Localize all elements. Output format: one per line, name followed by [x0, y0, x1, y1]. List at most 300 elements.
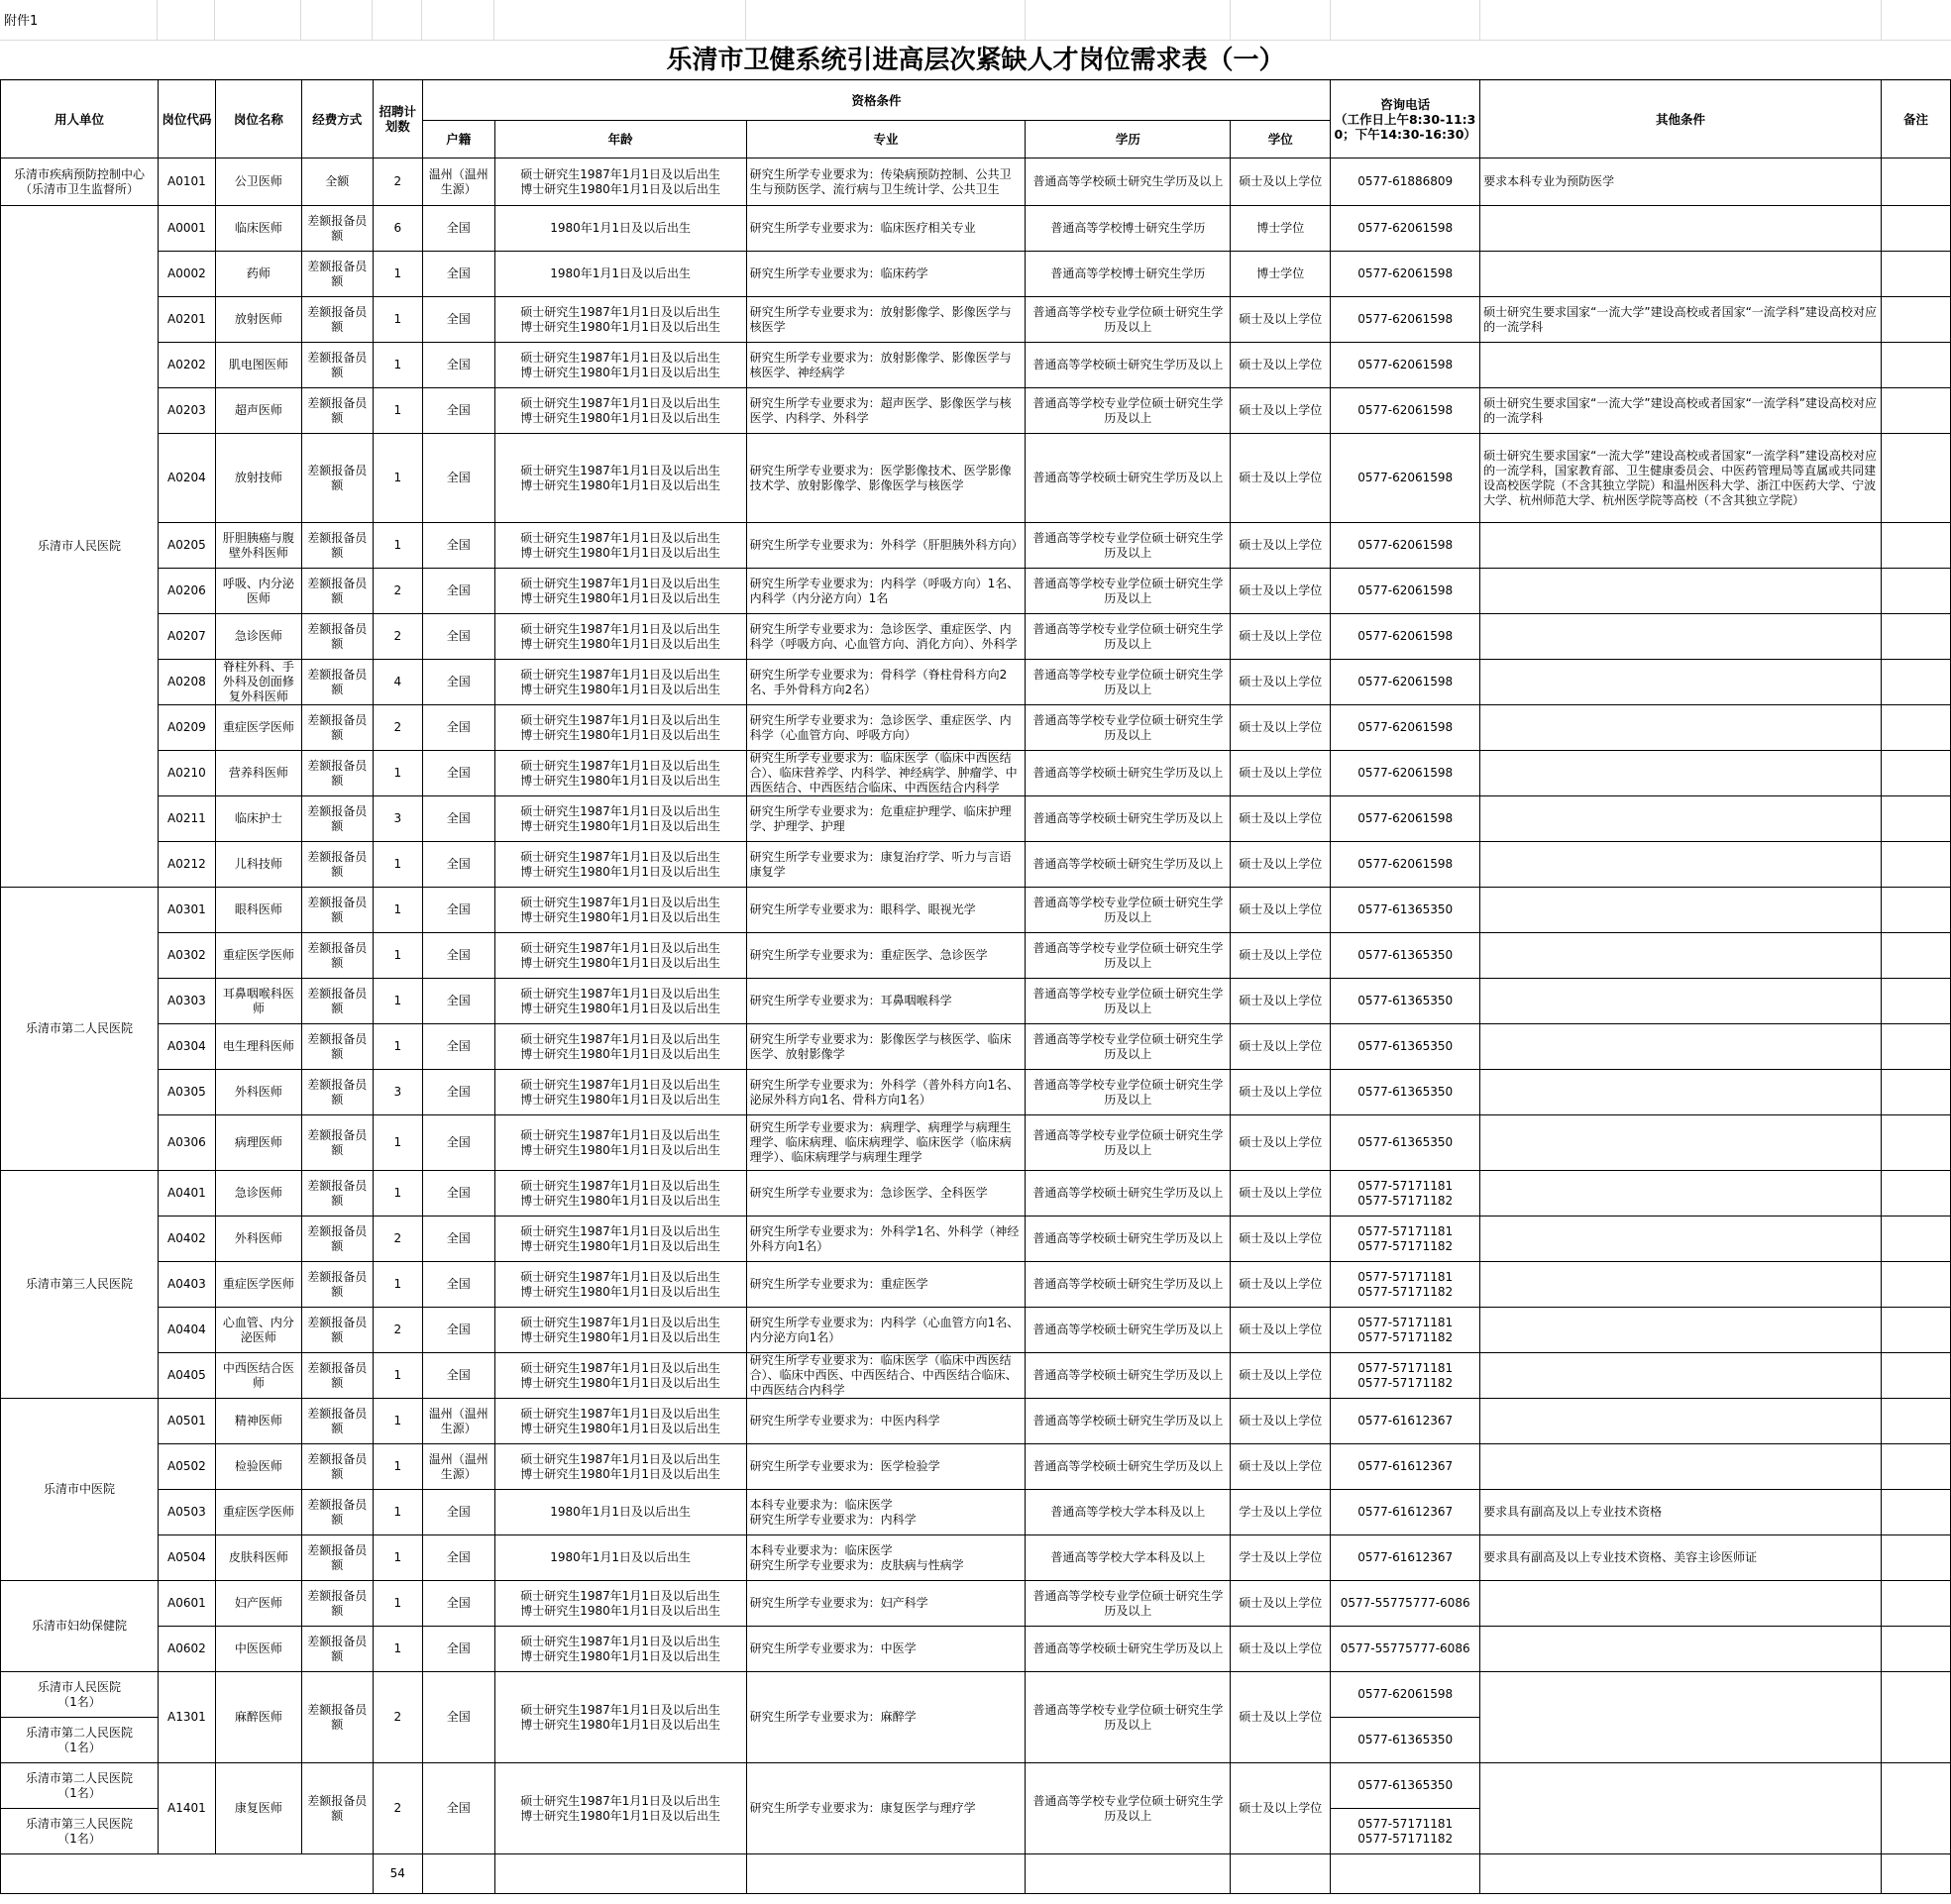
phone-cell: 0577-61886809: [1331, 159, 1480, 206]
remark-cell: [1881, 569, 1950, 614]
table-row: [1, 1353, 1951, 1399]
age-cell: 硕士研究生1987年1月1日及以后出生 博士研究生1980年1月1日及以后出生: [494, 1262, 746, 1308]
remark-cell: [1881, 796, 1950, 842]
education-cell: 普通高等学校专业学位硕士研究生学历及以上: [1026, 569, 1231, 614]
age-cell: 硕士研究生1987年1月1日及以后出生 博士研究生1980年1月1日及以后出生: [494, 297, 746, 343]
quota-cell: 1: [373, 343, 422, 388]
age-cell: 硕士研究生1987年1月1日及以后出生 博士研究生1980年1月1日及以后出生: [494, 1216, 746, 1262]
remark-cell: [1881, 206, 1950, 252]
position-name-cell: 中医医师: [215, 1627, 301, 1672]
funding-cell: 差额报备员额: [301, 705, 373, 751]
major-cell: 研究生所学专业要求为：妇产科学: [746, 1581, 1026, 1627]
employer-cell: 乐清市人民医院 （1名）: [1, 1672, 159, 1718]
remark-cell: [1881, 434, 1950, 523]
other-conditions-cell: [1480, 1353, 1882, 1399]
total-label-cell: [1, 1854, 374, 1894]
table-row: [1, 1115, 1951, 1171]
degree-cell: 硕士及以上学位: [1231, 979, 1331, 1024]
age-cell: 硕士研究生1987年1月1日及以后出生 博士研究生1980年1月1日及以后出生: [494, 1399, 746, 1444]
degree-cell: 硕士及以上学位: [1231, 1353, 1331, 1399]
age-cell: 硕士研究生1987年1月1日及以后出生 博士研究生1980年1月1日及以后出生: [494, 1353, 746, 1399]
header-phone: 咨询电话 （工作日上午8:30-11:30；下午14:30-16:30）: [1331, 80, 1480, 159]
hukou-cell: 全国: [422, 751, 494, 796]
remark-cell: [1881, 1262, 1950, 1308]
phone-cell: 0577-61365350: [1331, 1024, 1480, 1070]
position-name-cell: 药师: [215, 252, 301, 297]
table-row: [1, 1070, 1951, 1115]
position-code-cell: A0503: [158, 1490, 215, 1535]
table-row: [1, 297, 1951, 343]
remark-cell: [1881, 1490, 1950, 1535]
degree-cell: 硕士及以上学位: [1231, 159, 1331, 206]
quota-cell: 1: [373, 1535, 422, 1581]
table-row: [1, 1535, 1951, 1581]
employer-cell: 乐清市第二人民医院 （1名）: [1, 1718, 159, 1763]
age-cell: 硕士研究生1987年1月1日及以后出生 博士研究生1980年1月1日及以后出生: [494, 343, 746, 388]
positions-table-body: [1, 159, 1951, 1894]
hukou-cell: 全国: [422, 979, 494, 1024]
hukou-cell: 温州（温州生源）: [422, 159, 494, 206]
table-row: [1, 751, 1951, 796]
empty-cell: [1231, 1854, 1331, 1894]
position-name-cell: 放射技师: [215, 434, 301, 523]
education-cell: 普通高等学校专业学位硕士研究生学历及以上: [1026, 1763, 1231, 1854]
funding-cell: 差额报备员额: [301, 1070, 373, 1115]
major-cell: 研究生所学专业要求为：临床医学（临床中西医结合）、临床中西医、中西医结合、中西医结合临床、中西医结合内科学: [746, 1353, 1026, 1399]
hukou-cell: 全国: [422, 842, 494, 888]
major-cell: 研究生所学专业要求为：眼科学、眼视光学: [746, 888, 1026, 933]
degree-cell: 硕士及以上学位: [1231, 1399, 1331, 1444]
age-cell: 硕士研究生1987年1月1日及以后出生 博士研究生1980年1月1日及以后出生: [494, 1171, 746, 1216]
remark-cell: [1881, 1308, 1950, 1353]
remark-cell: [1881, 614, 1950, 660]
table-row: [1, 1216, 1951, 1262]
table-row: [1, 1262, 1951, 1308]
age-cell: 硕士研究生1987年1月1日及以后出生 博士研究生1980年1月1日及以后出生: [494, 979, 746, 1024]
empty-cell: [1026, 1854, 1231, 1894]
phone-cell: 0577-57171181 0577-57171182: [1331, 1216, 1480, 1262]
age-cell: 硕士研究生1987年1月1日及以后出生 博士研究生1980年1月1日及以后出生: [494, 159, 746, 206]
hukou-cell: 全国: [422, 705, 494, 751]
degree-cell: 学士及以上学位: [1231, 1535, 1331, 1581]
header-remark: 备注: [1881, 80, 1950, 159]
remark-cell: [1881, 1627, 1950, 1672]
position-code-cell: A0206: [158, 569, 215, 614]
funding-cell: 差额报备员额: [301, 1535, 373, 1581]
position-code-cell: A1301: [158, 1672, 215, 1763]
position-code-cell: A0207: [158, 614, 215, 660]
position-code-cell: A0402: [158, 1216, 215, 1262]
remark-cell: [1881, 1171, 1950, 1216]
hukou-cell: 全国: [422, 933, 494, 979]
remark-cell: [1881, 1399, 1950, 1444]
table-row: [1, 1308, 1951, 1353]
major-cell: 研究生所学专业要求为：耳鼻咽喉科学: [746, 979, 1026, 1024]
major-cell: 研究生所学专业要求为：中医内科学: [746, 1399, 1026, 1444]
quota-cell: 1: [373, 1627, 422, 1672]
table-row: [1, 796, 1951, 842]
other-conditions-cell: 硕士研究生要求国家“一流大学”建设高校或者国家“一流学科”建设高校对应的一流学科: [1480, 297, 1882, 343]
funding-cell: 差额报备员额: [301, 1171, 373, 1216]
phone-cell: 0577-62061598: [1331, 842, 1480, 888]
major-cell: 研究生所学专业要求为：急诊医学、重症医学、内科学（呼吸方向、心血管方向、消化方向）、外科学: [746, 614, 1026, 660]
position-name-cell: 临床医师: [215, 206, 301, 252]
funding-cell: 差额报备员额: [301, 523, 373, 569]
age-cell: 硕士研究生1987年1月1日及以后出生 博士研究生1980年1月1日及以后出生: [494, 705, 746, 751]
education-cell: 普通高等学校专业学位硕士研究生学历及以上: [1026, 388, 1231, 434]
total-row: [1, 1854, 1951, 1894]
remark-cell: [1881, 297, 1950, 343]
phone-cell: 0577-62061598: [1331, 388, 1480, 434]
header-unit: 用人单位: [1, 80, 159, 159]
age-cell: 硕士研究生1987年1月1日及以后出生 博士研究生1980年1月1日及以后出生: [494, 388, 746, 434]
degree-cell: 硕士及以上学位: [1231, 1024, 1331, 1070]
position-code-cell: A0502: [158, 1444, 215, 1490]
table-row: [1, 1024, 1951, 1070]
remark-cell: [1881, 523, 1950, 569]
position-code-cell: A0303: [158, 979, 215, 1024]
major-cell: 研究生所学专业要求为：病理学、病理学与病理生理学、临床病理、临床病理学、临床医学（临床病理学）、临床病理学与病理生理学: [746, 1115, 1026, 1171]
other-conditions-cell: [1480, 1399, 1882, 1444]
education-cell: 普通高等学校硕士研究生学历及以上: [1026, 1171, 1231, 1216]
position-name-cell: 电生理科医师: [215, 1024, 301, 1070]
degree-cell: 硕士及以上学位: [1231, 1115, 1331, 1171]
phone-cell: 0577-62061598: [1331, 660, 1480, 705]
degree-cell: 硕士及以上学位: [1231, 523, 1331, 569]
position-code-cell: A0002: [158, 252, 215, 297]
age-cell: 硕士研究生1987年1月1日及以后出生 博士研究生1980年1月1日及以后出生: [494, 933, 746, 979]
funding-cell: 差额报备员额: [301, 1115, 373, 1171]
major-cell: 研究生所学专业要求为：急诊医学、重症医学、内科学（心血管方向、呼吸方向）: [746, 705, 1026, 751]
major-cell: 研究生所学专业要求为：外科学1名、外科学（神经外科方向1名）: [746, 1216, 1026, 1262]
total-quota-cell: 54: [373, 1854, 422, 1894]
major-cell: 研究生所学专业要求为：外科学（肝胆胰外科方向）: [746, 523, 1026, 569]
hukou-cell: 全国: [422, 1308, 494, 1353]
major-cell: 研究生所学专业要求为：放射影像学、影像医学与核医学、神经病学: [746, 343, 1026, 388]
education-cell: 普通高等学校专业学位硕士研究生学历及以上: [1026, 1115, 1231, 1171]
quota-cell: 6: [373, 206, 422, 252]
quota-cell: 2: [373, 1308, 422, 1353]
age-cell: 1980年1月1日及以后出生: [494, 252, 746, 297]
position-code-cell: A0501: [158, 1399, 215, 1444]
major-cell: 本科专业要求为：临床医学 研究生所学专业要求为：皮肤病与性病学: [746, 1535, 1026, 1581]
major-cell: 研究生所学专业要求为：重症医学、急诊医学: [746, 933, 1026, 979]
position-name-cell: 检验医师: [215, 1444, 301, 1490]
remark-cell: [1881, 842, 1950, 888]
position-name-cell: 耳鼻咽喉科医师: [215, 979, 301, 1024]
phone-cell: 0577-55775777-6086: [1331, 1581, 1480, 1627]
funding-cell: 差额报备员额: [301, 751, 373, 796]
position-name-cell: 病理医师: [215, 1115, 301, 1171]
position-name-cell: 心血管、内分泌医师: [215, 1308, 301, 1353]
major-cell: 研究生所学专业要求为：临床药学: [746, 252, 1026, 297]
hukou-cell: 全国: [422, 569, 494, 614]
quota-cell: 1: [373, 297, 422, 343]
funding-cell: 差额报备员额: [301, 1216, 373, 1262]
quota-cell: 1: [373, 523, 422, 569]
other-conditions-cell: [1480, 1672, 1882, 1763]
funding-cell: 差额报备员额: [301, 388, 373, 434]
funding-cell: 全额: [301, 159, 373, 206]
quota-cell: 1: [373, 888, 422, 933]
hukou-cell: 全国: [422, 888, 494, 933]
major-cell: 研究生所学专业要求为：中医学: [746, 1627, 1026, 1672]
quota-cell: 1: [373, 1262, 422, 1308]
hukou-cell: 全国: [422, 660, 494, 705]
remark-cell: [1881, 1763, 1950, 1854]
remark-cell: [1881, 1070, 1950, 1115]
education-cell: 普通高等学校专业学位硕士研究生学历及以上: [1026, 705, 1231, 751]
other-conditions-cell: [1480, 1581, 1882, 1627]
education-cell: 普通高等学校博士研究生学历: [1026, 252, 1231, 297]
other-conditions-cell: 要求具有副高及以上专业技术资格、美容主诊医师证: [1480, 1535, 1882, 1581]
header-funding: 经费方式: [301, 80, 373, 159]
position-name-cell: 肝胆胰癌与腹壁外科医师: [215, 523, 301, 569]
hukou-cell: 全国: [422, 1115, 494, 1171]
degree-cell: 硕士及以上学位: [1231, 1581, 1331, 1627]
remark-cell: [1881, 1535, 1950, 1581]
phone-cell: 0577-57171181 0577-57171182: [1331, 1262, 1480, 1308]
funding-cell: 差额报备员额: [301, 1672, 373, 1763]
degree-cell: 硕士及以上学位: [1231, 1444, 1331, 1490]
position-code-cell: A0404: [158, 1308, 215, 1353]
phone-cell: 0577-61365350: [1331, 1763, 1480, 1809]
quota-cell: 1: [373, 388, 422, 434]
employer-cell: 乐清市第三人民医院: [1, 1171, 159, 1399]
funding-cell: 差额报备员额: [301, 343, 373, 388]
funding-cell: 差额报备员额: [301, 1399, 373, 1444]
quota-cell: 2: [373, 1672, 422, 1763]
quota-cell: 1: [373, 1171, 422, 1216]
hukou-cell: 全国: [422, 343, 494, 388]
header-education: 学历: [1026, 121, 1231, 159]
funding-cell: 差额报备员额: [301, 796, 373, 842]
major-cell: 研究生所学专业要求为：影像医学与核医学、临床医学、放射影像学: [746, 1024, 1026, 1070]
major-cell: 研究生所学专业要求为：超声医学、影像医学与核医学、内科学、外科学: [746, 388, 1026, 434]
phone-cell: 0577-57171181 0577-57171182: [1331, 1308, 1480, 1353]
phone-cell: 0577-62061598: [1331, 297, 1480, 343]
remark-cell: [1881, 343, 1950, 388]
quota-cell: 1: [373, 933, 422, 979]
empty-cell: [1331, 1854, 1480, 1894]
other-conditions-cell: [1480, 1627, 1882, 1672]
hukou-cell: 全国: [422, 523, 494, 569]
age-cell: 硕士研究生1987年1月1日及以后出生 博士研究生1980年1月1日及以后出生: [494, 842, 746, 888]
table-row: [1, 1581, 1951, 1627]
funding-cell: 差额报备员额: [301, 1308, 373, 1353]
position-name-cell: 放射医师: [215, 297, 301, 343]
quota-cell: 4: [373, 660, 422, 705]
phone-cell: 0577-61365350: [1331, 888, 1480, 933]
degree-cell: 硕士及以上学位: [1231, 1308, 1331, 1353]
hukou-cell: 全国: [422, 796, 494, 842]
position-name-cell: 皮肤科医师: [215, 1535, 301, 1581]
other-conditions-cell: [1480, 751, 1882, 796]
employer-cell: 乐清市人民医院: [1, 206, 159, 888]
other-conditions-cell: [1480, 1308, 1882, 1353]
header-degree: 学位: [1231, 121, 1331, 159]
table-row: [1, 252, 1951, 297]
age-cell: 硕士研究生1987年1月1日及以后出生 博士研究生1980年1月1日及以后出生: [494, 1763, 746, 1854]
quota-cell: 2: [373, 614, 422, 660]
header-age: 年龄: [494, 121, 746, 159]
quota-cell: 1: [373, 979, 422, 1024]
header-code: 岗位代码: [158, 80, 215, 159]
phone-cell: 0577-62061598: [1331, 614, 1480, 660]
other-conditions-cell: [1480, 1171, 1882, 1216]
remark-cell: [1881, 1353, 1950, 1399]
other-conditions-cell: 要求具有副高及以上专业技术资格: [1480, 1490, 1882, 1535]
position-name-cell: 超声医师: [215, 388, 301, 434]
table-row: [1, 1444, 1951, 1490]
funding-cell: 差额报备员额: [301, 979, 373, 1024]
major-cell: 研究生所学专业要求为：急诊医学、全科医学: [746, 1171, 1026, 1216]
education-cell: 普通高等学校硕士研究生学历及以上: [1026, 1353, 1231, 1399]
degree-cell: 硕士及以上学位: [1231, 1216, 1331, 1262]
table-row: [1, 388, 1951, 434]
degree-cell: 硕士及以上学位: [1231, 614, 1331, 660]
other-conditions-cell: [1480, 523, 1882, 569]
other-conditions-cell: [1480, 1115, 1882, 1171]
header-other: 其他条件: [1480, 80, 1882, 159]
other-conditions-cell: [1480, 1070, 1882, 1115]
position-code-cell: A0401: [158, 1171, 215, 1216]
degree-cell: 硕士及以上学位: [1231, 1171, 1331, 1216]
education-cell: 普通高等学校硕士研究生学历及以上: [1026, 1216, 1231, 1262]
hukou-cell: 全国: [422, 1672, 494, 1763]
hukou-cell: 全国: [422, 388, 494, 434]
remark-cell: [1881, 933, 1950, 979]
hukou-cell: 全国: [422, 1216, 494, 1262]
degree-cell: 硕士及以上学位: [1231, 705, 1331, 751]
phone-cell: 0577-62061598: [1331, 569, 1480, 614]
degree-cell: 硕士及以上学位: [1231, 751, 1331, 796]
age-cell: 硕士研究生1987年1月1日及以后出生 博士研究生1980年1月1日及以后出生: [494, 796, 746, 842]
employer-cell: 乐清市第二人民医院 （1名）: [1, 1763, 159, 1809]
quota-cell: 1: [373, 1115, 422, 1171]
education-cell: 普通高等学校硕士研究生学历及以上: [1026, 1627, 1231, 1672]
other-conditions-cell: [1480, 1763, 1882, 1854]
position-code-cell: A0602: [158, 1627, 215, 1672]
phone-cell: 0577-62061598: [1331, 705, 1480, 751]
hukou-cell: 全国: [422, 1535, 494, 1581]
phone-cell: 0577-62061598: [1331, 796, 1480, 842]
degree-cell: 硕士及以上学位: [1231, 569, 1331, 614]
position-name-cell: 外科医师: [215, 1216, 301, 1262]
hukou-cell: 全国: [422, 252, 494, 297]
remark-cell: [1881, 252, 1950, 297]
position-name-cell: 妇产医师: [215, 1581, 301, 1627]
phone-cell: 0577-61612367: [1331, 1399, 1480, 1444]
age-cell: 硕士研究生1987年1月1日及以后出生 博士研究生1980年1月1日及以后出生: [494, 1581, 746, 1627]
education-cell: 普通高等学校专业学位硕士研究生学历及以上: [1026, 888, 1231, 933]
empty-cell: [746, 1854, 1026, 1894]
position-code-cell: A0211: [158, 796, 215, 842]
funding-cell: 差额报备员额: [301, 1490, 373, 1535]
position-name-cell: 中西医结合医师: [215, 1353, 301, 1399]
table-row: [1, 569, 1951, 614]
age-cell: 硕士研究生1987年1月1日及以后出生 博士研究生1980年1月1日及以后出生: [494, 1024, 746, 1070]
position-code-cell: A0302: [158, 933, 215, 979]
age-cell: 硕士研究生1987年1月1日及以后出生 博士研究生1980年1月1日及以后出生: [494, 1444, 746, 1490]
funding-cell: 差额报备员额: [301, 660, 373, 705]
table-row: [1, 1171, 1951, 1216]
quota-cell: 3: [373, 1070, 422, 1115]
position-name-cell: 麻醉医师: [215, 1672, 301, 1763]
other-conditions-cell: 要求本科专业为预防医学: [1480, 159, 1882, 206]
major-cell: 研究生所学专业要求为：医学影像技术、医学影像技术学、放射影像学、影像医学与核医学: [746, 434, 1026, 523]
position-code-cell: A0209: [158, 705, 215, 751]
phone-cell: 0577-62061598: [1331, 343, 1480, 388]
education-cell: 普通高等学校专业学位硕士研究生学历及以上: [1026, 979, 1231, 1024]
table-row: [1, 434, 1951, 523]
other-conditions-cell: [1480, 569, 1882, 614]
hukou-cell: 全国: [422, 206, 494, 252]
position-name-cell: 儿科技师: [215, 842, 301, 888]
education-cell: 普通高等学校专业学位硕士研究生学历及以上: [1026, 614, 1231, 660]
position-code-cell: A0205: [158, 523, 215, 569]
position-name-cell: 康复医师: [215, 1763, 301, 1854]
degree-cell: 硕士及以上学位: [1231, 796, 1331, 842]
position-code-cell: A0210: [158, 751, 215, 796]
position-name-cell: 呼吸、内分泌医师: [215, 569, 301, 614]
major-cell: 研究生所学专业要求为：康复医学与理疗学: [746, 1763, 1026, 1854]
other-conditions-cell: [1480, 1262, 1882, 1308]
other-conditions-cell: [1480, 796, 1882, 842]
quota-cell: 1: [373, 434, 422, 523]
hukou-cell: 全国: [422, 1262, 494, 1308]
other-conditions-cell: [1480, 1024, 1882, 1070]
phone-cell: 0577-61365350: [1331, 979, 1480, 1024]
age-cell: 硕士研究生1987年1月1日及以后出生 博士研究生1980年1月1日及以后出生: [494, 1672, 746, 1763]
quota-cell: 1: [373, 751, 422, 796]
age-cell: 硕士研究生1987年1月1日及以后出生 博士研究生1980年1月1日及以后出生: [494, 1115, 746, 1171]
age-cell: 1980年1月1日及以后出生: [494, 206, 746, 252]
degree-cell: 硕士及以上学位: [1231, 1070, 1331, 1115]
other-conditions-cell: [1480, 1444, 1882, 1490]
phone-cell: 0577-61365350: [1331, 933, 1480, 979]
education-cell: 普通高等学校博士研究生学历: [1026, 206, 1231, 252]
education-cell: 普通高等学校硕士研究生学历及以上: [1026, 842, 1231, 888]
major-cell: 研究生所学专业要求为：医学检验学: [746, 1444, 1026, 1490]
remark-cell: [1881, 1444, 1950, 1490]
hukou-cell: 全国: [422, 1070, 494, 1115]
header-quota: 招聘计划数: [373, 80, 422, 159]
major-cell: 研究生所学专业要求为：麻醉学: [746, 1672, 1026, 1763]
position-code-cell: A1401: [158, 1763, 215, 1854]
phone-cell: 0577-57171181 0577-57171182: [1331, 1171, 1480, 1216]
phone-cell: 0577-57171181 0577-57171182: [1331, 1353, 1480, 1399]
table-row: [1, 343, 1951, 388]
degree-cell: 硕士及以上学位: [1231, 660, 1331, 705]
age-cell: 硕士研究生1987年1月1日及以后出生 博士研究生1980年1月1日及以后出生: [494, 751, 746, 796]
positions-table: [0, 79, 1951, 1894]
funding-cell: 差额报备员额: [301, 888, 373, 933]
hukou-cell: 全国: [422, 1490, 494, 1535]
quota-cell: 2: [373, 569, 422, 614]
education-cell: 普通高等学校专业学位硕士研究生学历及以上: [1026, 1024, 1231, 1070]
table-row: [1, 1490, 1951, 1535]
phone-cell: 0577-62061598: [1331, 206, 1480, 252]
degree-cell: 硕士及以上学位: [1231, 297, 1331, 343]
position-name-cell: 精神医师: [215, 1399, 301, 1444]
table-row: [1, 705, 1951, 751]
other-conditions-cell: [1480, 979, 1882, 1024]
phone-cell: 0577-61612367: [1331, 1444, 1480, 1490]
other-conditions-cell: [1480, 206, 1882, 252]
phone-cell: 0577-62061598: [1331, 434, 1480, 523]
position-name-cell: 重症医学医师: [215, 705, 301, 751]
